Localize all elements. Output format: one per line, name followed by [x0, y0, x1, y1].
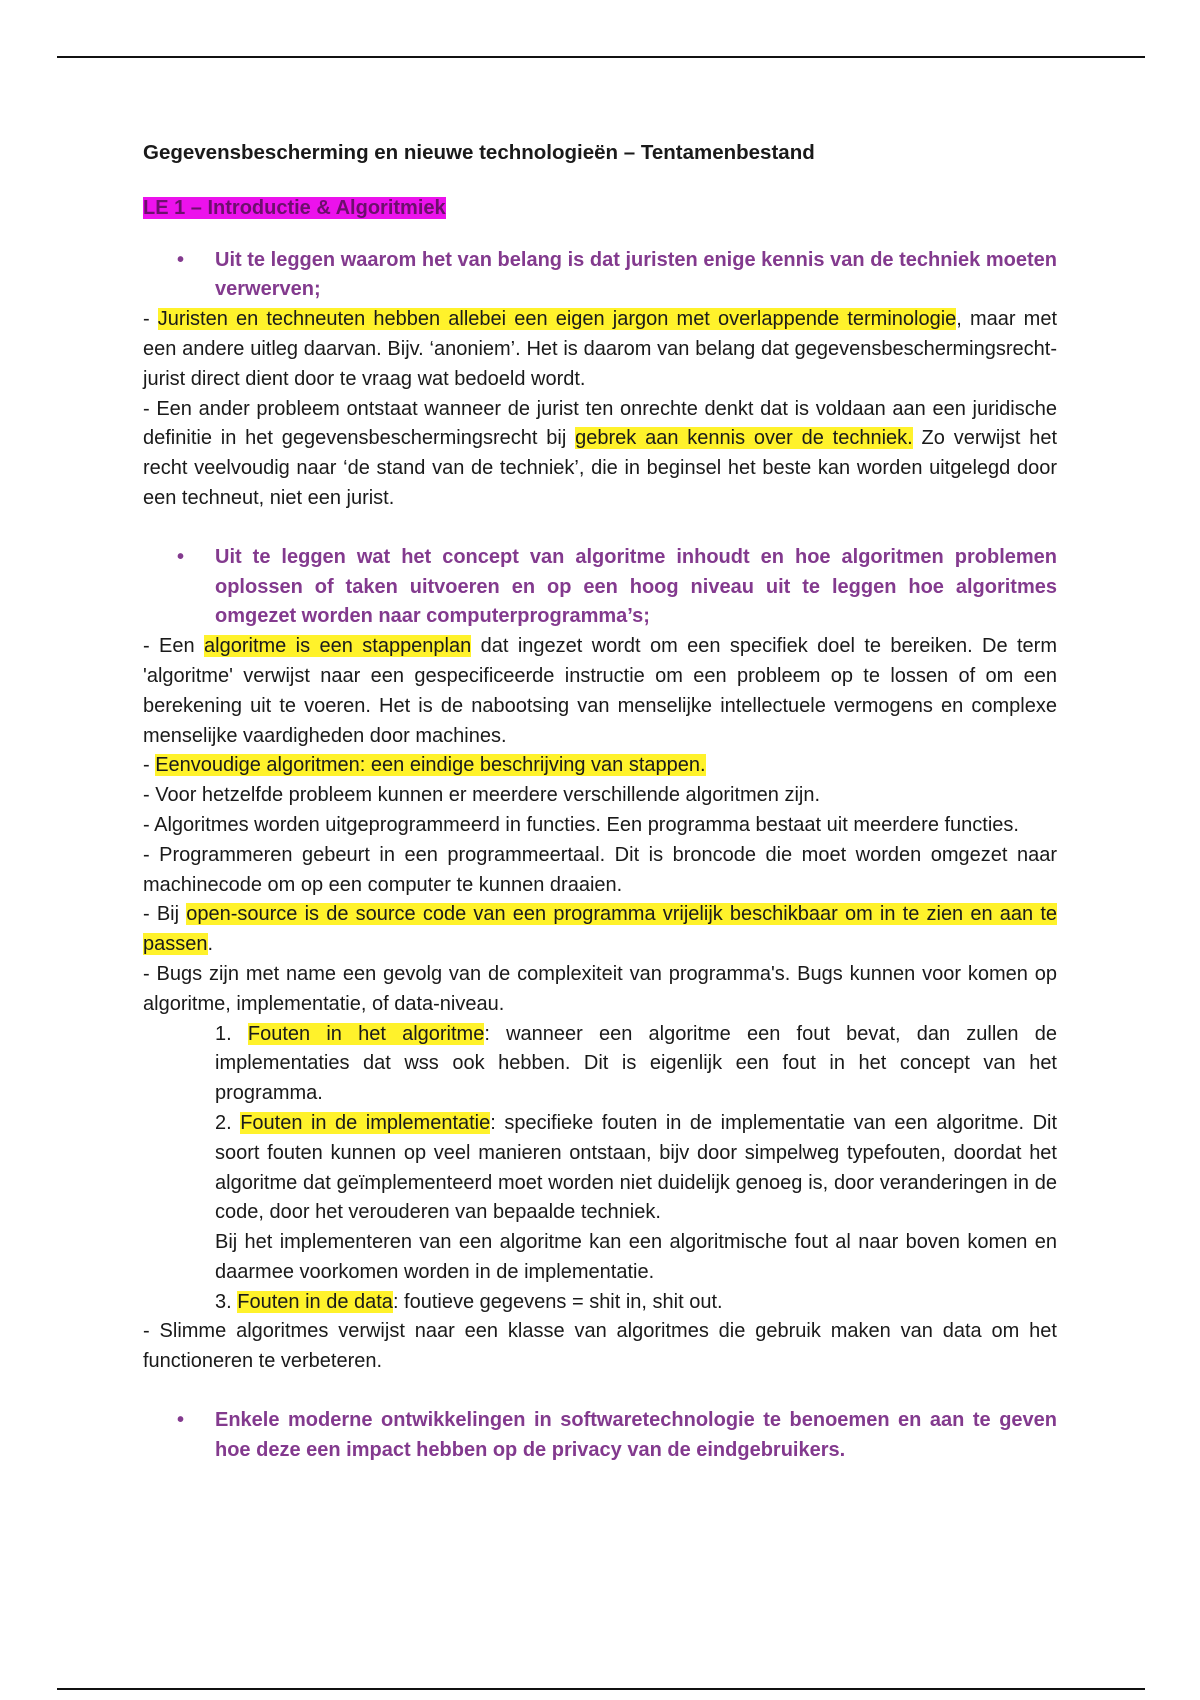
- text: -: [143, 754, 156, 777]
- highlight: gebrek aan kennis over de techniek.: [575, 427, 913, 450]
- paragraph-definition-problem: [143, 395, 1057, 514]
- text: dat ingezet wordt om een specifiek doel te bereiken. De term 'algoritme' verwijst naar een gespecificeerde instructie om een probleem op te lossen of om een berekening uit te voeren. Het is de nabootsing van menselijke intellectuele vermogens en complexe menselijke vaardigheden door machines.: [143, 635, 1058, 747]
- bullet-icon: •: [177, 1409, 185, 1432]
- section-heading: [143, 194, 1057, 224]
- paragraph-algorithm-definition: [143, 632, 1057, 751]
- text: : foutieve gegevens = shit in, shit out.: [392, 1290, 723, 1313]
- learning-objective-3: [143, 1406, 1057, 1466]
- paragraph-simple-algorithms: [143, 751, 1057, 781]
- text: - Bij: [143, 903, 187, 926]
- text: -: [143, 308, 158, 331]
- paragraph-smart-algorithms: - Slimme algoritmes verwijst naar een klasse van algoritmes die gebruik maken van data om het functioneren te verbeteren.: [143, 1320, 1057, 1373]
- text: : wanneer een algoritme een fout bevat, dan zullen de implementaties dat wss ook hebben. Dit is eigenlijk een fout in het concept van het programma.: [215, 1022, 1057, 1105]
- text: 3.: [215, 1290, 238, 1313]
- objective-text: Uit te leggen waarom het van belang is dat juristen enige kennis van de techniek moeten verwerven;: [215, 248, 1057, 301]
- text: - Een: [143, 635, 205, 658]
- text: 1.: [215, 1022, 248, 1045]
- top-rule: [57, 56, 1145, 58]
- bottom-rule: [57, 1688, 1145, 1690]
- highlight: Fouten in de data: [237, 1290, 393, 1313]
- highlight: Juristen en techneuten hebben allebei een eigen jargon met overlappende terminologie: [157, 308, 957, 331]
- objective-text: Enkele moderne ontwikkelingen in softwaretechnologie te benoemen en aan te geven hoe deze een impact hebben op de privacy van de eindgebruikers.: [215, 1409, 1057, 1461]
- document-page: [143, 138, 1057, 1466]
- paragraph-multiple-algorithms: - Voor hetzelfde probleem kunnen er meerdere verschillende algoritmen zijn.: [143, 784, 821, 807]
- list-item-implementation-note: Bij het implementeren van een algoritme kan een algoritmische fout al naar boven komen en daarmee voorkomen worden in de implementatie.: [215, 1231, 1057, 1283]
- paragraph-open-source: [143, 900, 1057, 960]
- objective-text: Uit te leggen wat het concept van algoritme inhoudt en hoe algoritmen problemen oplossen of taken uitvoeren en op een hoog niveau uit te leggen hoe algoritmes omgezet worden naar computerprogramma’s;: [215, 545, 1057, 628]
- learning-objective-1: [143, 246, 1057, 306]
- text: 2.: [215, 1111, 241, 1134]
- text: Zo verwijst het recht veelvoudig naar ‘de stand van de techniek’, die in beginsel het beste kan worden uitgelegd door een techneut, niet een jurist.: [143, 427, 1057, 509]
- bullet-icon: •: [177, 248, 185, 271]
- paragraph-bugs: - Bugs zijn met name een gevolg van de complexiteit van programma's. Bugs kunnen voor komen op algoritme, implementatie, of data-niveau.: [143, 962, 1057, 1015]
- list-item-data-errors: [143, 1288, 1057, 1318]
- text: , maar met een andere uitleg daarvan. Bijv. ‘anoniem’. Het is daarom van belang dat gegevensbeschermingsrecht-jurist direct dient door te vraag wat bedoeld wordt.: [143, 308, 1057, 390]
- text: .: [207, 933, 214, 956]
- bullet-icon: •: [177, 545, 185, 568]
- learning-objective-2: [143, 543, 1057, 632]
- paragraph-programming: - Programmeren gebeurt in een programmeertaal. Dit is broncode die moet worden omgezet naar machinecode om op een computer te kunnen draaien.: [143, 843, 1057, 896]
- highlight: open-source is de source code van een programma vrijelijk beschikbaar om in te zien en aan te passen: [143, 903, 1057, 956]
- highlight: Eenvoudige algoritmen: een eindige beschrijving van stappen.: [155, 754, 706, 777]
- highlight: algoritme is een stappenplan: [204, 635, 472, 658]
- highlight: Fouten in het algoritme: [247, 1022, 485, 1045]
- list-item-algorithm-errors: [143, 1020, 1057, 1109]
- text: : specifieke fouten in de implementatie van een algoritme. Dit soort fouten kunnen op veel manieren ontstaan, bijv door simpelweg typefouten, doordat het algoritme dat geïmplementeerd moet worden niet duidelijk genoeg is, door veranderingen in de code, door het verouderen van bepaalde techniek.: [215, 1111, 1058, 1224]
- section-heading-label: LE 1 – Introductie & Algoritmiek: [143, 196, 446, 219]
- paragraph-functions: - Algoritmes worden uitgeprogrammeerd in functies. Een programma bestaat uit meerdere functies.: [143, 813, 1019, 836]
- document-title: Gegevensbescherming en nieuwe technologieën – Tentamenbestand: [143, 141, 815, 164]
- text: - Een ander probleem ontstaat wanneer de jurist ten onrechte denkt dat is voldaan aan een juridische definitie in het gegevensbeschermingsrecht bij: [143, 397, 1057, 450]
- paragraph-jargon: [143, 305, 1057, 394]
- list-item-implementation-errors: [143, 1109, 1057, 1228]
- highlight: Fouten in de implementatie: [240, 1111, 491, 1134]
